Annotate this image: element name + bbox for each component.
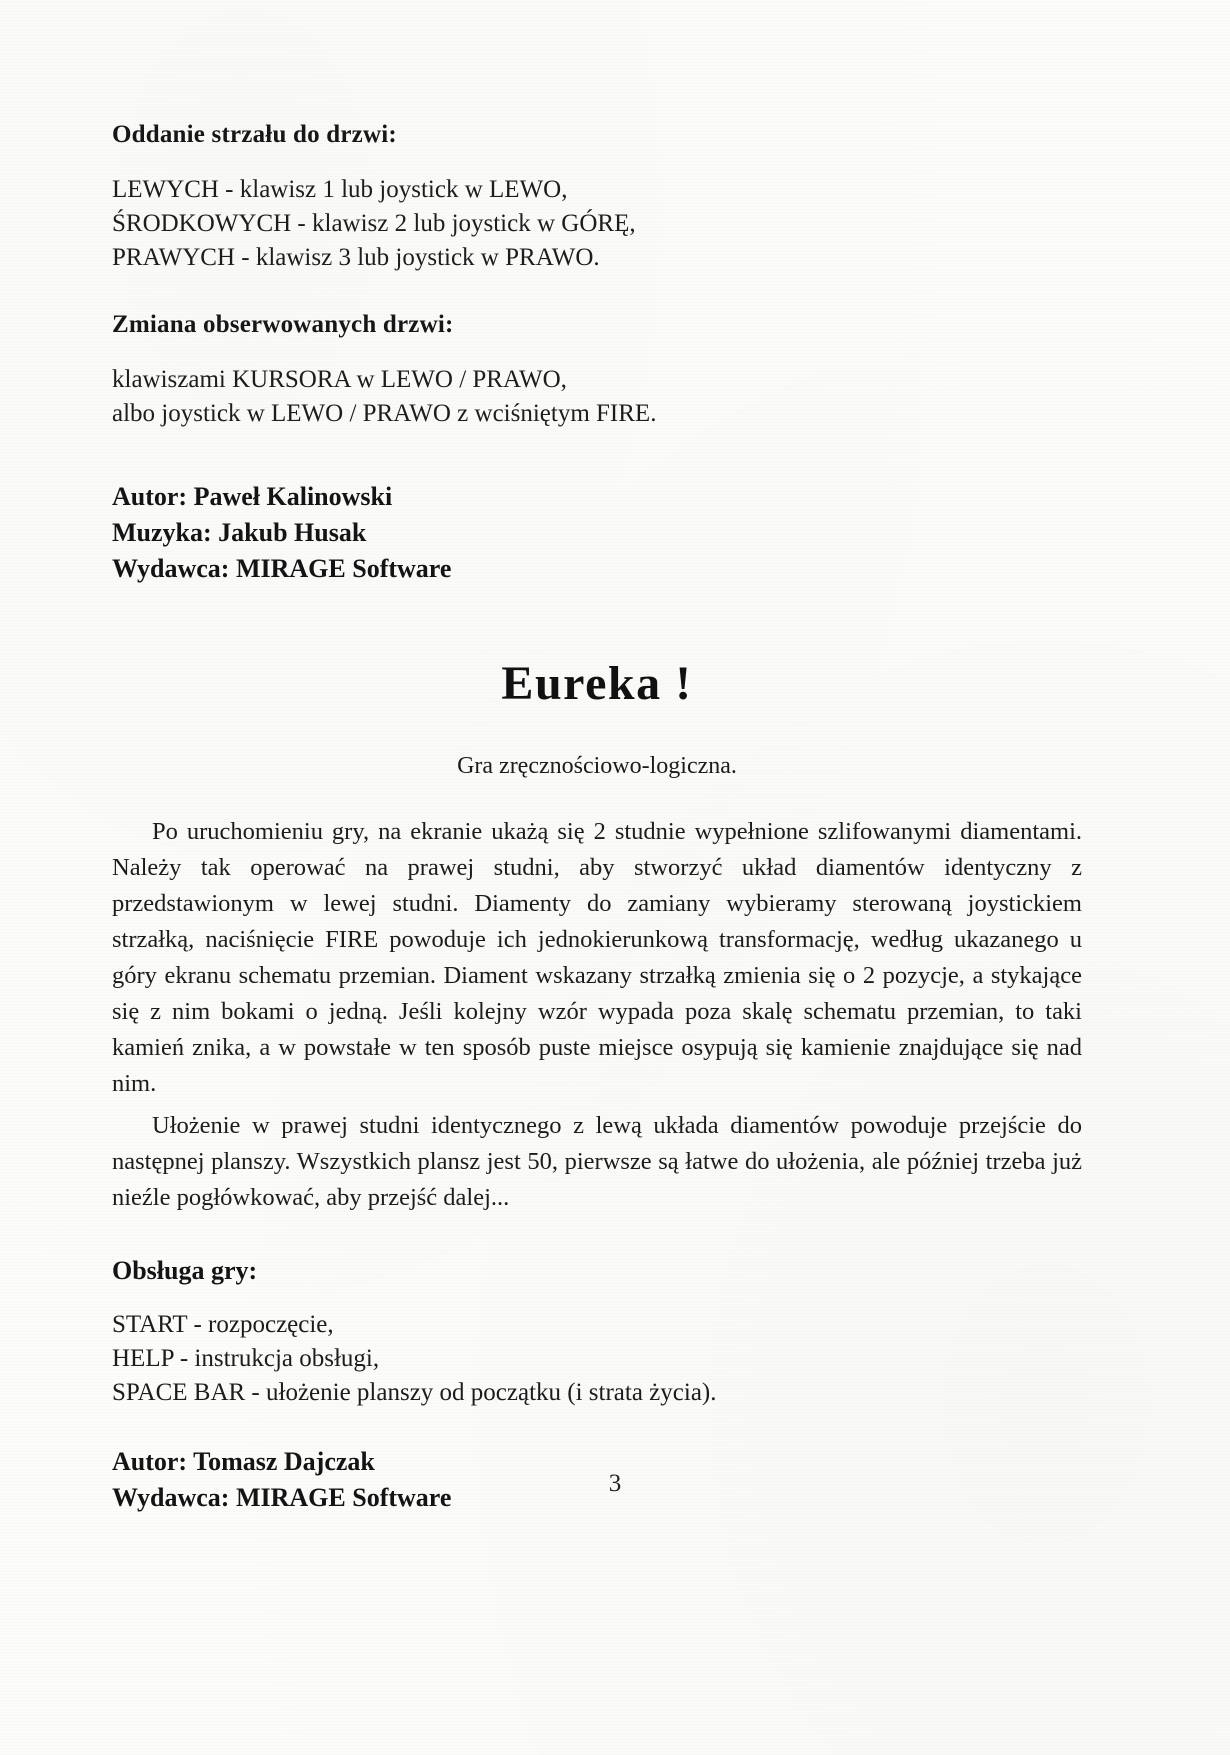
spacer — [112, 151, 1082, 173]
control-line-space: SPACE BAR - ułożenie planszy od początku (i strata życia). — [112, 1379, 717, 1407]
game-description-paragraph-1: Po uruchomieniu gry, na ekranie ukażą się 2 studnie wypełnione szlifowanymi diamentami. Należy tak operować na prawej studni, aby stworzyć układ diamentów identyczny z przedstawionym w lewej studni. Diamenty do zamiany wybieramy sterowaną joystickiem strzałką, naciśnięcie FIRE powoduje ich jednokierunkową transformację, według ukazanego u góry ekranu schematu przemian. Diament wskazany strzałką zmienia się o 2 pozycje, a stykające się z nim bokami o jedną. Jeśli kolejny wzór wypada poza skalę schematu przemian, to taki kamień znika, a w powstałe w ten sposób puste miejsce osypują się kamienie znajdujące się nad nim. — [112, 818, 1082, 1098]
credit-music: Muzyka: Jakub Husak — [112, 517, 367, 547]
credit-author-eureka: Autor: Tomasz Dajczak — [112, 1447, 375, 1477]
game-title: Eureka ! — [501, 657, 693, 711]
shooting-line-left: LEWYCH - klawisz 1 lub joystick w LEWO, — [112, 176, 568, 203]
page-number: 3 — [608, 1470, 622, 1497]
credit-publisher-eureka: Wydawca: MIRAGE Software — [112, 1483, 452, 1513]
controls-heading: Obsługa gry: — [112, 1256, 258, 1286]
credits-block-top — [112, 479, 1082, 587]
spacer — [112, 341, 1082, 363]
page-content — [112, 118, 1082, 1516]
shooting-line-middle: ŚRODKOWYCH - klawisz 2 lub joystick w GÓRĘ, — [112, 209, 636, 237]
shooting-line-right: PRAWYCH - klawisz 3 lub joystick w PRAWO. — [112, 243, 600, 271]
credit-author: Autor: Paweł Kalinowski — [112, 481, 393, 511]
control-line-help: HELP - instrukcja obsługi, — [112, 1345, 380, 1373]
shooting-section-heading: Oddanie strzału do drzwi: — [112, 121, 397, 148]
spacer — [112, 274, 1082, 308]
game-subtitle: Gra zręcznościowo-logiczna. — [457, 753, 737, 780]
spacer — [112, 1410, 1082, 1444]
control-line-start: START - rozpoczęcie, — [112, 1311, 334, 1339]
spacer — [112, 431, 1082, 479]
door-change-heading: Zmiana obserwowanych drzwi: — [112, 311, 454, 339]
door-change-line-joystick: albo joystick w LEWO / PRAWO z wciśniętym FIRE. — [112, 400, 657, 427]
spacer — [112, 1286, 1082, 1308]
door-change-line-cursor: klawiszami KURSORA w LEWO / PRAWO, — [112, 366, 567, 394]
game-description-paragraph-2: Ułożenie w prawej studni identycznego z lewą układa diamentów powoduje przejście do następnej planszy. Wszystkich plansz jest 50, pierwsze są łatwe do ułożenia, ale później trzeba już nieźle pogłówkować, aby przejść dalej... — [112, 1112, 1082, 1212]
credit-publisher: Wydawca: MIRAGE Software — [112, 553, 452, 583]
